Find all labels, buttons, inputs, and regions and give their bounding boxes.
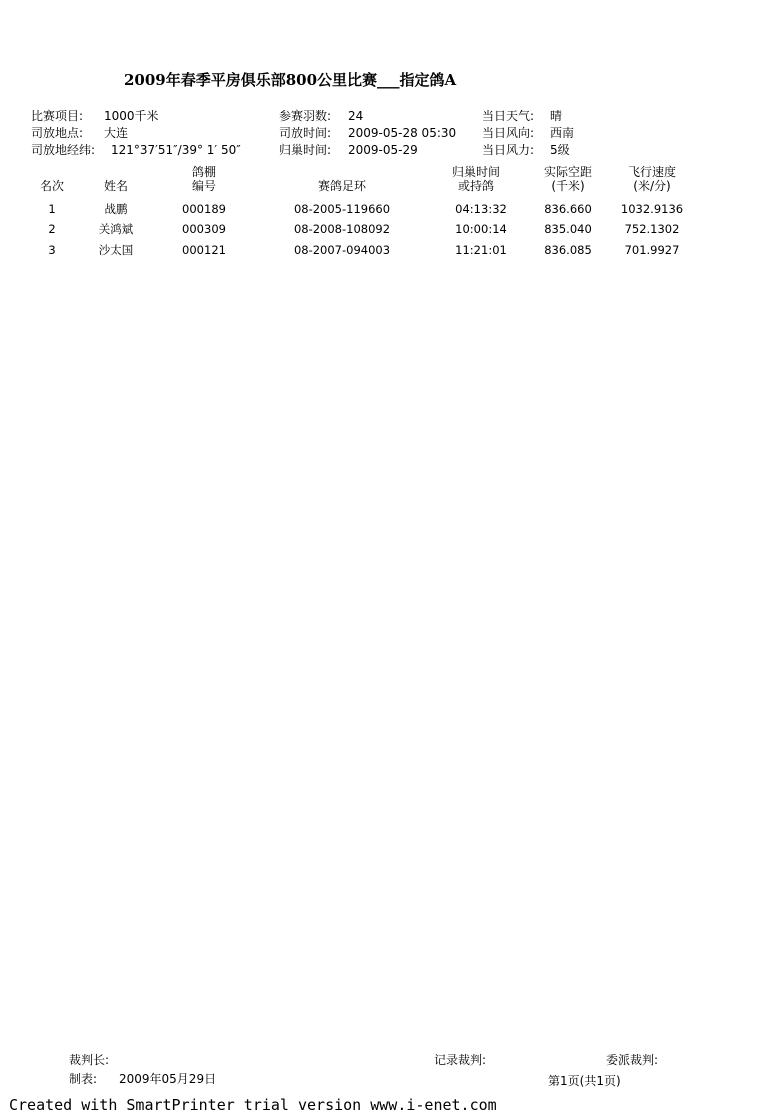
entries-label: 参赛羽数: bbox=[279, 109, 332, 123]
header-return-line1: 归巢时间 bbox=[451, 165, 500, 179]
row2-return-time: 10:00:14 bbox=[455, 222, 507, 236]
header-name: 姓名 bbox=[103, 179, 128, 193]
row2-name: 关鸿斌 bbox=[98, 222, 134, 236]
row3-name: 沙太国 bbox=[98, 243, 134, 257]
weather-value: 晴 bbox=[550, 109, 563, 123]
row3-rank: 3 bbox=[48, 243, 56, 257]
header-speed-line1: 飞行速度 bbox=[627, 165, 676, 179]
return-time-value: 2009-05-29 bbox=[348, 143, 418, 157]
row1-name: 战鹏 bbox=[104, 202, 128, 216]
row1-distance: 836.660 bbox=[544, 202, 592, 216]
wind-direction-label: 当日风向: bbox=[482, 126, 535, 140]
row3-ring: 08-2007-094003 bbox=[293, 243, 391, 257]
header-loft-line2: 编号 bbox=[191, 179, 216, 193]
header-return-line2: 或持鸽 bbox=[457, 179, 494, 193]
row2-distance: 835.040 bbox=[544, 222, 592, 236]
row1-rank: 1 bbox=[48, 202, 56, 216]
record-judge-label: 记录裁判: bbox=[434, 1053, 487, 1067]
row3-distance: 836.085 bbox=[544, 243, 592, 257]
wind-direction-value: 西南 bbox=[550, 126, 575, 140]
watermark-text: Created with SmartPrinter trial version www.i-enet.com bbox=[9, 1096, 497, 1114]
prepared-date: 2009年05月29日 bbox=[119, 1072, 217, 1086]
release-place-value: 大连 bbox=[104, 126, 129, 140]
row1-speed: 1032.9136 bbox=[620, 202, 684, 216]
weather-label: 当日天气: bbox=[482, 109, 535, 123]
header-return-time bbox=[444, 165, 508, 193]
header-loft-number bbox=[176, 165, 232, 193]
row2-loft: 000309 bbox=[182, 222, 226, 236]
event-label: 比赛项目: bbox=[31, 109, 84, 123]
header-speed bbox=[616, 165, 688, 193]
row2-ring: 08-2008-108092 bbox=[293, 222, 391, 236]
release-place-label: 司放地点: bbox=[31, 126, 84, 140]
header-distance-line2: (千米) bbox=[551, 179, 585, 193]
header-loft-line1: 鸽棚 bbox=[191, 165, 216, 179]
prepared-label: 制表: bbox=[69, 1072, 98, 1086]
row1-loft: 000189 bbox=[182, 202, 226, 216]
row3-loft: 000121 bbox=[182, 243, 226, 257]
header-distance-line1: 实际空距 bbox=[543, 165, 592, 179]
return-time-label: 归巢时间: bbox=[279, 143, 332, 157]
assigned-judge-label: 委派裁判: bbox=[606, 1053, 659, 1067]
chief-judge-label: 裁判长: bbox=[69, 1053, 110, 1067]
row2-speed: 752.1302 bbox=[624, 222, 680, 236]
coords-value: 121°37′51″/39° 1′ 50″ bbox=[111, 143, 241, 157]
coords-label: 司放地经纬: bbox=[31, 143, 96, 157]
row2-rank: 2 bbox=[48, 222, 56, 236]
header-speed-line2: (米/分) bbox=[633, 179, 671, 193]
row1-ring: 08-2005-119660 bbox=[293, 202, 391, 216]
header-rank: 名次 bbox=[39, 179, 64, 193]
row3-return-time: 11:21:01 bbox=[455, 243, 507, 257]
release-time-value: 2009-05-28 05:30 bbox=[348, 126, 457, 140]
row3-speed: 701.9927 bbox=[624, 243, 680, 257]
document-title: 2009年春季平房俱乐部800公里比赛___指定鸽A bbox=[124, 71, 457, 89]
event-value: 1000千米 bbox=[104, 109, 159, 123]
header-ring: 赛鸽足环 bbox=[317, 179, 366, 193]
row1-return-time: 04:13:32 bbox=[455, 202, 507, 216]
entries-value: 24 bbox=[348, 109, 364, 123]
wind-force-label: 当日风力: bbox=[482, 143, 535, 157]
header-distance bbox=[532, 165, 604, 193]
page-number: 第1页(共1页) bbox=[548, 1074, 621, 1088]
release-time-label: 司放时间: bbox=[279, 126, 332, 140]
wind-force-value: 5级 bbox=[550, 143, 570, 157]
